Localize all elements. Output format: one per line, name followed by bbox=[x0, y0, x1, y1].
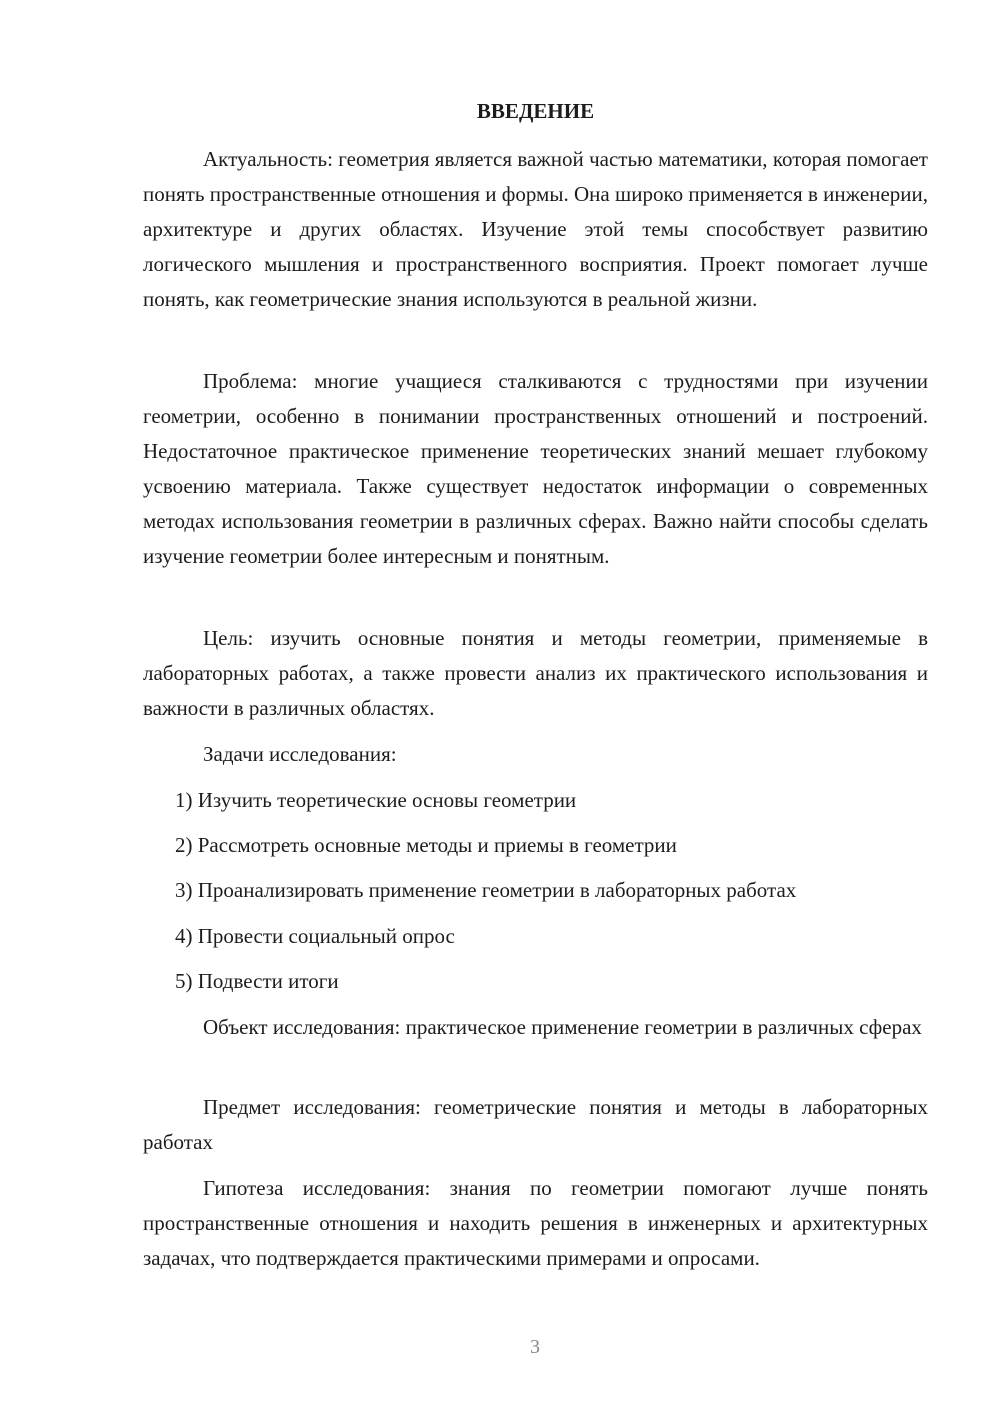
object-paragraph: Объект исследования: практическое применение геометрии в различных сферах bbox=[203, 1015, 922, 1039]
task-item-2: 2) Рассмотреть основные методы и приемы в геометрии bbox=[175, 833, 677, 857]
hypothesis-paragraph: Гипотеза исследования: знания по геометрии помогают лучше понять пространственные отношения и находить решения в инженерных и архитектурных задачах, что подтверждается практическими примерами и опросами. bbox=[143, 1176, 928, 1270]
subject-paragraph: Предмет исследования: геометрические понятия и методы в лабораторных работах bbox=[143, 1095, 928, 1154]
tasks-heading: Задачи исследования: bbox=[203, 742, 397, 766]
problem-paragraph: Проблема: многие учащиеся сталкиваются с трудностями при изучении геометрии, особенно в понимании пространственных отношений и построений. Недостаточное практическое применение теоретических знаний мешает глубокому усвоению материала. Также существует недостаток информации о современных методах использования геометрии в различных сферах. Важно найти способы сделать изучение геометрии более интересным и понятным. bbox=[143, 369, 928, 568]
task-item-1: 1) Изучить теоретические основы геометрии bbox=[175, 788, 577, 812]
goal-paragraph: Цель: изучить основные понятия и методы геометрии, применяемые в лабораторных работах, а также провести анализ их практического использования и важности в различных областях. bbox=[143, 626, 928, 720]
task-item-5: 5) Подвести итоги bbox=[175, 969, 339, 993]
page-number: 3 bbox=[530, 1336, 540, 1358]
task-item-4: 4) Провести социальный опрос bbox=[175, 924, 455, 948]
relevance-paragraph: Актуальность: геометрия является важной частью математики, которая помогает понять пространственные отношения и формы. Она широко применяется в инженерии, архитектуре и других областях. Изучение этой темы способствует развитию логического мышления и пространственного восприятия. Проект помогает лучше понять, как геометрические знания используются в реальной жизни. bbox=[143, 147, 928, 311]
page-title: ВВЕДЕНИЕ bbox=[476, 99, 595, 123]
task-item-3: 3) Проанализировать применение геометрии в лабораторных работах bbox=[175, 878, 797, 902]
